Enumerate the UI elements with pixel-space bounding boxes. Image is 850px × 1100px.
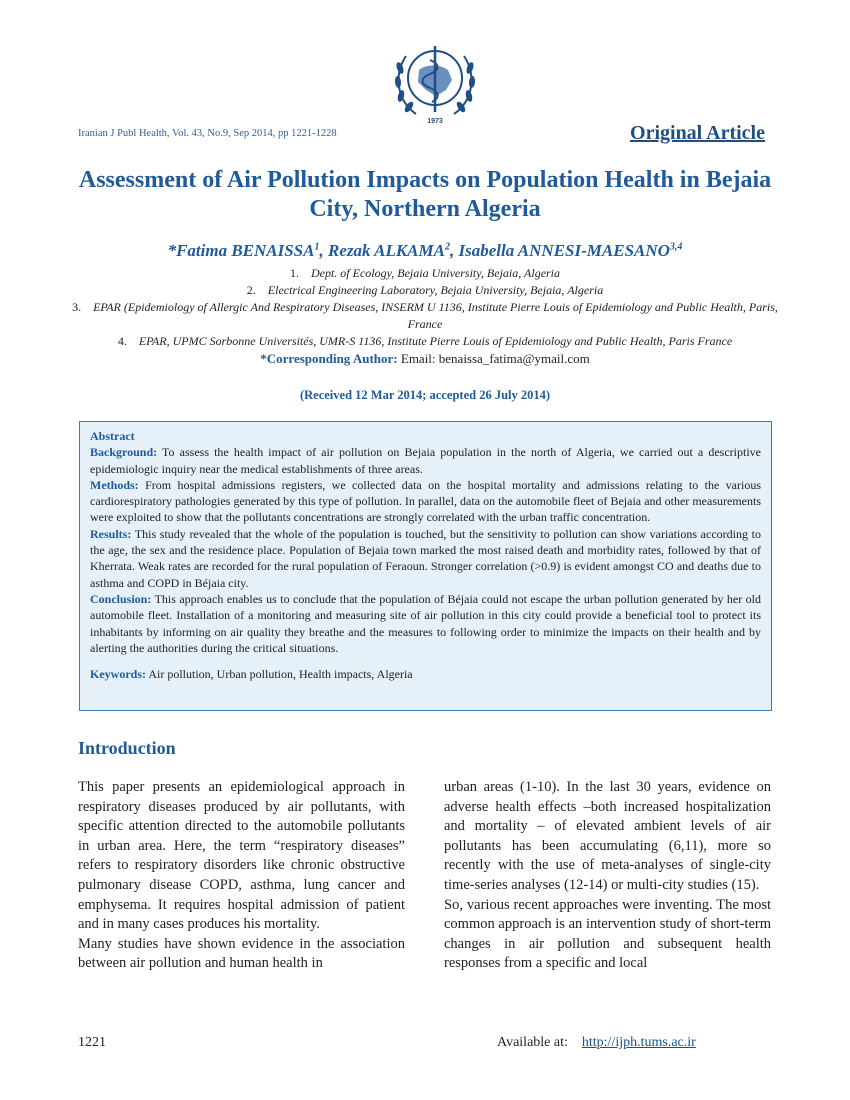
author-affiliation-mark: 2 [444,241,450,253]
abstract-conclusion: Conclusion: This approach enables us to conclude that the population of Béjaia could not escape the urban pollution generated by her old automobile fleet. Installation of a monitoring and measuring site of air pollution in this city could provide a beneficial tool to protect its inhabitants by informing on air quality they breathe and the measures to following order to minimize the impacts on their health and by alerting the authorities during the critical situations. [90,591,761,655]
corresponding-author-email[interactable]: Email: benaissa_fatima@ymail.com [400,351,590,366]
affiliation: 2. Electrical Engineering Laboratory, Bejaia University, Bejaia, Algeria [246,283,604,297]
received-dates: (Received 12 Mar 2014; accepted 26 July 2014) [299,388,551,402]
footer-availability [497,1035,696,1051]
author-list: *Fatima BENAISSA$^1$, Rezak ALKAMA$^2$, Isabella ANNESI-MAESANO$^{3,4}$ [167,241,683,260]
abstract-background: Background: To assess the health impact of air pollution on Bejaia population in the north of Algeria, we carried out a descriptive epidemiologic inquiry near the medical establishments of three areas. [90,445,761,476]
available-label: Available at: [497,1035,568,1050]
journal-url-link[interactable]: http://ijph.tums.ac.ir [581,1035,696,1050]
page-number: 1221 [78,1035,106,1050]
affiliation: 1. Dept. of Ecology, Bejaia University, Bejaia, Algeria [289,266,561,280]
author-name: Rezak ALKAMA [327,241,445,260]
introduction-heading: Introduction [78,738,176,758]
abstract-keywords: Keywords: Air pollution, Urban pollution, Health impacts, Algeria [90,667,413,682]
corresponding-author [60,351,790,367]
affiliation: 3. EPAR (Epidemiology of Allergic And Respiratory Diseases, INSERM U 1136, Institute Pierre Louis of Epidemiology and Public Health, Paris, France [72,300,778,331]
logo-year: 1973 [427,118,443,125]
paragraph: Many studies have shown evidence in the association between air pollution and human health in [78,935,405,972]
author-affiliation-mark: 3,4 [669,241,683,253]
abstract-box [79,421,772,711]
author-name: *Fatima BENAISSA [167,241,315,260]
article-type-label: Original Article [630,122,765,144]
abstract-heading: Abstract [90,429,135,443]
paragraph: So, various recent approaches were inventing. The most common approach is an intervention study of short-term changes in air pollution and subsequent health responses from a specific and local [444,896,771,972]
body-column-right [444,778,771,974]
paper-title: Assessment of Air Pollution Impacts on Population Health in Bejaia City, Northern Algeria [78,167,772,222]
paragraph: This paper presents an epidemiological approach in respiratory diseases produced by air pollutants, with specific attention directed to the automobile pollutants in urban area. Here, the term “respiratory diseases” refers to respiratory disorders like chronic obstructive pulmonary disease COPD, asthma, lung cancer and emphysema. It requires hospital admission of patient and in many cases produces his mortality. [78,779,405,933]
abstract-results: Results: This study revealed that the whole of the population is touched, but the sensitivity to pollution can show variations according to the age, the sex and the residence place. Population of Bejaia town marked the most raised death and morbidity rates, followed by that of Kherrata. Weak rates are recorded for the rural population of Feraoun. Stronger correlation (>0.9) is evident amongst CO and deaths due to asthma and COPD in Béjaia city. [90,526,761,590]
abstract-methods: Methods: From hospital admissions registers, we collected data on the hospital mortality and admissions relating to the various cardiorespiratory pathologies generated by this type of pollution. In parallel, data on the automobile fleet of Bejaia and other measurements were exploited to show that the pollutants concentrations are strongly correlated with the urban traffic concentration. [90,477,762,525]
affiliation: 4. EPAR, UPMC Sorbonne Universités, UMR-S 1136, Institute Pierre Louis of Epidemiology and Public Health, Paris France [117,334,733,348]
corresponding-author-label: *Corresponding Author: [260,351,398,366]
author-affiliation-mark: 1 [314,241,320,253]
paragraph: urban areas (1-10). In the last 30 years, evidence on adverse health effects –both increased hospitalization and mortality – of elevated ambient levels of air pollutants has been accumulating (6,11), more so recently with the use of meta-analyses of single-city time-series analyses (12-14) or multi-city studies (15). [444,779,771,893]
journal-logo [388,34,482,128]
journal-reference: Iranian J Publ Health, Vol. 43, No.9, Sep 2014, pp 1221-1228 [78,128,337,139]
author-name: Isabella ANNESI-MAESANO [458,241,670,260]
body-column-left [78,778,405,974]
affiliations [70,265,780,350]
